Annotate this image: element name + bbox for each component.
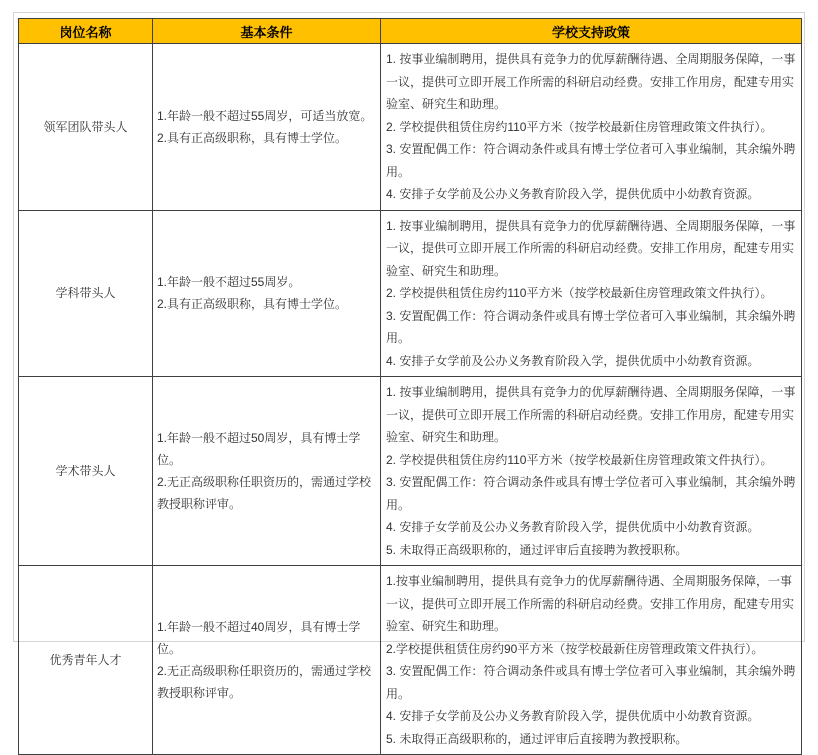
condition-item: 2.无正高级职称任职资历的，需通过学校教授职称评审。 [157, 664, 372, 700]
policy-item: 2. 学校提供租赁住房约110平方米（按学校最新住房管理政策文件执行）。 [386, 452, 773, 467]
position-cell: 学术带头人 [19, 377, 153, 566]
table-row [19, 566, 802, 755]
conditions-cell [153, 377, 381, 566]
policies-cell [381, 210, 802, 377]
policies-cell [381, 566, 802, 755]
position-cell: 学科带头人 [19, 210, 153, 377]
policy-item: 1. 按事业编制聘用，提供具有竞争力的优厚薪酬待遇、全周期服务保障，一事一议，提供可立即开展工作所需的科研启动经费。安排工作用房，配建专用实验室、研究生和助理。 [386, 52, 796, 111]
condition-item: 2.具有正高级职称，具有博士学位。 [157, 297, 348, 312]
policy-item: 4. 安排子女学前及公办义务教育阶段入学，提供优质中小幼教育资源。 [386, 187, 760, 201]
policy-item: 2.学校提供租赁住房约90平方米（按学校最新住房管理政策文件执行）。 [386, 641, 764, 656]
condition-item: 1.年龄一般不超过50周岁，具有博士学位。 [157, 431, 361, 467]
header-conditions: 基本条件 [153, 19, 381, 44]
policy-item: 3. 安置配偶工作：符合调动条件或具有博士学位者可入事业编制，其余编外聘用。 [386, 142, 796, 179]
header-position: 岗位名称 [19, 19, 153, 44]
policy-item: 1.按事业编制聘用，提供具有竞争力的优厚薪酬待遇、全周期服务保障，一事一议，提供可立即开展工作所需的科研启动经费。安排工作用房，配建专用实验室、研究生和助理。 [386, 574, 795, 633]
header-row [19, 19, 802, 44]
policy-item: 2. 学校提供租赁住房约110平方米（按学校最新住房管理政策文件执行）。 [386, 286, 773, 300]
header-policies: 学校支持政策 [381, 19, 802, 44]
position-cell: 领军团队带头人 [19, 44, 153, 211]
condition-item: 1.年龄一般不超过55周岁，可适当放宽。 [157, 108, 373, 123]
conditions-cell [153, 44, 381, 211]
policy-item: 1. 按事业编制聘用，提供具有竞争力的优厚薪酬待遇、全周期服务保障，一事一议，提供可立即开展工作所需的科研启动经费。安排工作用房，配建专用实验室、研究生和助理。 [386, 218, 796, 278]
condition-item: 1.年龄一般不超过55周岁。 [157, 275, 301, 290]
policy-item: 4. 安排子女学前及公办义务教育阶段入学，提供优质中小幼教育资源。 [386, 709, 760, 723]
condition-item: 2.无正高级职称任职资历的，需通过学校教授职称评审。 [157, 475, 372, 511]
table-row [19, 210, 802, 377]
conditions-cell [153, 210, 381, 377]
policies-cell [381, 44, 802, 211]
position-cell: 优秀青年人才 [19, 566, 153, 755]
policy-item: 4. 安排子女学前及公办义务教育阶段入学，提供优质中小幼教育资源。 [386, 353, 760, 368]
condition-item: 1.年龄一般不超过40周岁，具有博士学位。 [157, 620, 361, 656]
policy-item: 5. 未取得正高级职称的，通过评审后直接聘为教授职称。 [386, 731, 688, 746]
policy-item: 1. 按事业编制聘用，提供具有竞争力的优厚薪酬待遇、全周期服务保障，一事一议，提供可立即开展工作所需的科研启动经费。安排工作用房，配建专用实验室、研究生和助理。 [386, 385, 796, 444]
positions-table [18, 18, 802, 755]
table-row [19, 44, 802, 211]
conditions-cell [153, 566, 381, 755]
condition-item: 2.具有正高级职称，具有博士学位。 [157, 130, 348, 145]
policy-item: 3. 安置配偶工作：符合调动条件或具有博士学位者可入事业编制，其余编外聘用。 [386, 475, 796, 512]
policy-item: 3. 安置配偶工作：符合调动条件或具有博士学位者可入事业编制，其余编外聘用。 [386, 308, 796, 345]
page-container [13, 12, 805, 746]
policy-item: 4. 安排子女学前及公办义务教育阶段入学，提供优质中小幼教育资源。 [386, 520, 760, 534]
table-row [19, 377, 802, 566]
policy-item: 2. 学校提供租赁住房约110平方米（按学校最新住房管理政策文件执行）。 [386, 119, 773, 134]
policy-item: 3. 安置配偶工作：符合调动条件或具有博士学位者可入事业编制，其余编外聘用。 [386, 664, 796, 701]
policy-item: 5. 未取得正高级职称的，通过评审后直接聘为教授职称。 [386, 542, 688, 557]
policies-cell [381, 377, 802, 566]
